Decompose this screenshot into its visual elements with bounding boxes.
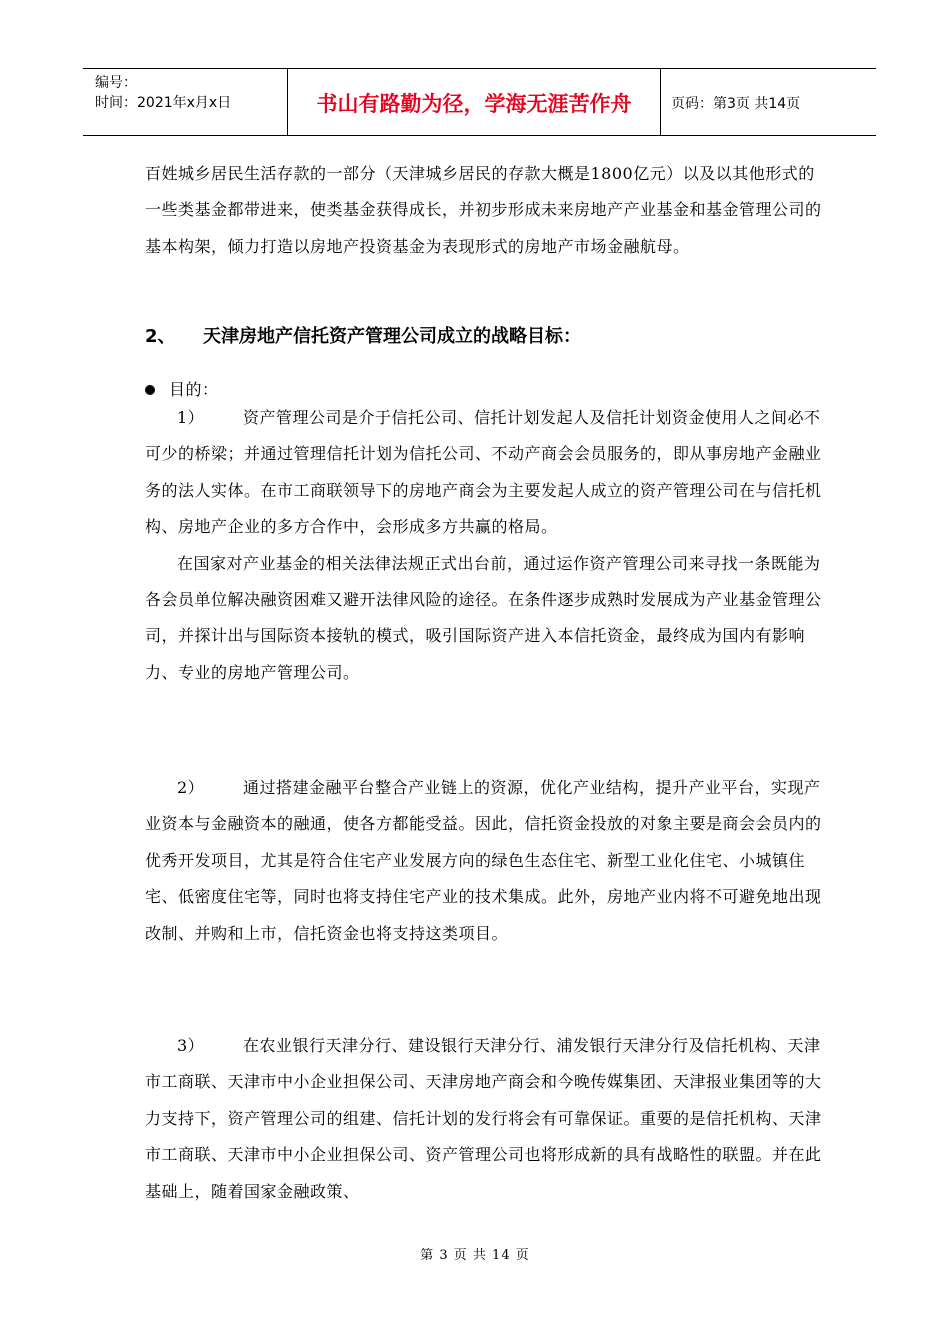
- header-page-info: 页码：第3页 共14页: [671, 96, 801, 112]
- page-footer: 第 3 页 共 14 页: [420, 1248, 530, 1263]
- item2-text: 通过搭建金融平台整合产业链上的资源，优化产业结构，提升产业平台，实现产业资本与金融资本的融通，使各方都能受益。因此，信托资金投放的对象主要是商会会员内的优秀开发项目，尤其是符合住宅产业发展方向的绿色生态住宅、新型工业化住宅、小城镇住宅、低密度住宅等，同时也将支持住宅产业的技术集成。此外，房地产业内将不可避免地出现改制、并购和上市，信托资金也将支持这类项目。: [145, 778, 822, 943]
- item3-block: [145, 1028, 825, 1210]
- page-header: [83, 68, 876, 136]
- item2-number: 2）: [177, 778, 205, 797]
- item3-paragraph: [145, 1028, 825, 1210]
- bullet-label: 目的：: [169, 380, 219, 399]
- item2-block: [145, 770, 825, 952]
- section-title: 天津房地产信托资产管理公司成立的战略目标：: [203, 326, 581, 347]
- section-heading: [145, 322, 825, 348]
- item1-paragraph-2: 在国家对产业基金的相关法律法规正式出台前，通过运作资产管理公司来寻找一条既能为各会员单位解决融资困难又避开法律风险的途径。在条件逐步成熟时发展成为产业基金管理公司，并探计出与国际资本接轨的模式，吸引国际资产进入本信托资金，最终成为国内有影响力、专业的房地产管理公司。: [145, 553, 822, 682]
- item2-paragraph: [145, 770, 825, 952]
- intro-paragraph: 百姓城乡居民生活存款的一部分（天津城乡居民的存款大概是1800亿元）以及以其他形式的一些类基金都带进来，使类基金获得成长，并初步形成未来房地产产业基金和基金管理公司的基本构架，倾力打造以房地产投资基金为表现形式的房地产市场金融航母。: [145, 164, 822, 256]
- item1-paragraph: [145, 400, 825, 546]
- document-number-label: 编号：: [95, 75, 137, 91]
- item3-text: 在农业银行天津分行、建设银行天津分行、浦发银行天津分行及信托机构、天津市工商联、天津市中小企业担保公司、天津房地产商会和今晚传媒集团、天津报业集团等的大力支持下，资产管理公司的组建、信托计划的发行将会有可靠保证。重要的是信托机构、天津市工商联、天津市中小企业担保公司、资产管理公司也将形成新的具有战略性的联盟。并在此基础上，随着国家金融政策、: [145, 1036, 822, 1201]
- bullet-dot-icon: [145, 385, 155, 395]
- item3-number: 3）: [177, 1036, 205, 1055]
- section-heading-block: [145, 322, 825, 348]
- item1-block: [145, 400, 825, 691]
- item1-text: 资产管理公司是介于信托公司、信托计划发起人及信托计划资金使用人之间必不可少的桥梁；并通过管理信托计划为信托公司、不动产商会会员服务的，即从事房地产金融业务的法人实体。在市工商联领导下的房地产商会为主要发起人成立的资产管理公司在与信托机构、房地产企业的多方合作中，会形成多方共赢的格局。: [145, 408, 822, 537]
- intro-block: [145, 156, 825, 265]
- header-meta: [83, 69, 287, 135]
- header-motto: 书山有路勤为径，学海无涯苦作舟: [287, 69, 661, 135]
- item1-number: 1）: [177, 408, 205, 427]
- document-time-label: 时间：2021年x月x日: [95, 95, 232, 111]
- section-number: 2、: [145, 326, 176, 347]
